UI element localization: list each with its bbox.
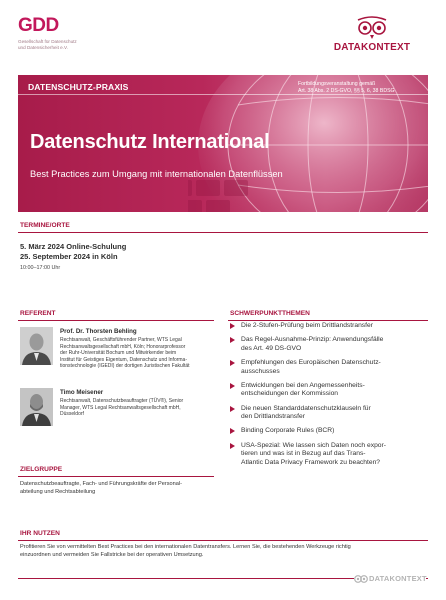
hero-divider (18, 94, 428, 95)
zielgruppe-text: Datenschutzbeauftragte, Fach- und Führungskräfte der Personal- abteilung und Rechtsabteilung (20, 481, 182, 495)
referent-bio-1: Rechtsanwalt, Geschäftsführender Partner, WTS Legal Rechtsanwaltsgesellschaft mbH, Köln; Honorarprofessor der Ruhr-Universität Bochum und Mitwirkender beim Institut für Geistiges Eigentum, Datenschutz und Informa- tionstechnologie (IGEDI) der dortigen Juristischen Fakultät (60, 337, 190, 369)
termine-dates: 5. März 2024 Online-Schulung 25. September 2024 in Köln (20, 242, 127, 261)
referent-bio-2: Rechtsanwalt, Datenschutzbeauftragter (TÜV®), Senior Manager, WTS Legal Rechtsanwaltsgesellschaft mbH, Düsseldorf (60, 398, 184, 417)
termine-rule (18, 232, 428, 233)
series-label: DATENSCHUTZ-PRAXIS (28, 82, 129, 92)
termine-time: 10:00–17:00 Uhr (20, 265, 61, 271)
person-photo-icon (20, 327, 53, 365)
page-subtitle: Best Practices zum Umgang mit internationalen Datenflüssen (30, 169, 283, 179)
arrow-right-icon (230, 337, 235, 343)
arrow-right-icon (230, 360, 235, 366)
nutzen-text: Profitieren Sie von vermittelten Best Practices bei den internationalen Datentransfers. Lernen Sie, die bestehenden Werkzeuge richtig einzuordnen und vermeiden Sie Fallstricke bei der operativen Umsetzung. (20, 544, 351, 558)
list-item: Binding Corporate Rules (BCR) (230, 427, 430, 436)
list-item: USA-Spezial: Wie lassen sich Daten noch expor- tieren und was ist in Bezug auf das Trans- Atlantic Data Privacy Framework zu beachten? (230, 442, 430, 468)
fortbildung-note: Fortbildungsveranstaltung gemäß Art. 38 Abs. 2 DS-GVO, §§ 5, 6, 38 BDSG (298, 81, 395, 94)
nutzen-heading: IHR NUTZEN (20, 530, 60, 537)
arrow-right-icon (230, 443, 235, 449)
list-item: Empfehlungen des Europäischen Datenschutz- ausschusses (230, 359, 430, 376)
referent-heading: REFERENT (20, 310, 56, 317)
avatar-meisener (20, 388, 53, 426)
list-item: Das Regel-Ausnahme-Prinzip: Anwendungsfälle des Art. 49 DS-GVO (230, 336, 430, 353)
footer-logo (354, 572, 426, 586)
gdd-logo-text: GDD (18, 15, 59, 34)
owl-icon (354, 573, 368, 585)
gdd-subtitle: Gesellschaft für Datenschutz und Datensicherheit e.V. (18, 39, 77, 50)
arrow-right-icon (230, 406, 235, 412)
avatar-behling (20, 327, 53, 365)
referent-name-2: Timo Meisener (60, 389, 104, 396)
arrow-right-icon (230, 428, 235, 434)
list-item: Die neuen Standarddatenschutzklauseln für den Drittlandstransfer (230, 405, 430, 422)
person-photo-icon (20, 388, 53, 426)
topic-list (230, 322, 430, 473)
arrow-right-icon (230, 323, 235, 329)
nutzen-rule (18, 540, 428, 541)
list-item: Die 2-Stufen-Prüfung beim Drittlandstransfer (230, 322, 430, 331)
datakontext-logo-text: DATAKONTEXT (333, 42, 411, 53)
hero-banner (18, 75, 428, 212)
referent-rule (18, 320, 214, 321)
arrow-right-icon (230, 383, 235, 389)
schwerpunkte-heading: SCHWERPUNKTTHEMEN (230, 310, 310, 317)
list-item: Entwicklungen bei den Angemessenheits- entscheidungen der Kommission (230, 382, 430, 399)
referent-name-1: Prof. Dr. Thorsten Behling (60, 328, 137, 335)
zielgruppe-rule (18, 476, 214, 477)
page-title: Datenschutz International (30, 131, 270, 153)
schwerpunkte-rule (228, 320, 428, 321)
footer-logo-text: DATAKONTEXT (369, 574, 427, 583)
gdd-logo (18, 14, 64, 34)
termine-heading: TERMINE/ORTE (20, 222, 70, 229)
datakontext-logo (316, 14, 428, 54)
zielgruppe-heading: ZIELGRUPPE (20, 466, 63, 473)
datakontext-owl-icon (316, 14, 428, 42)
